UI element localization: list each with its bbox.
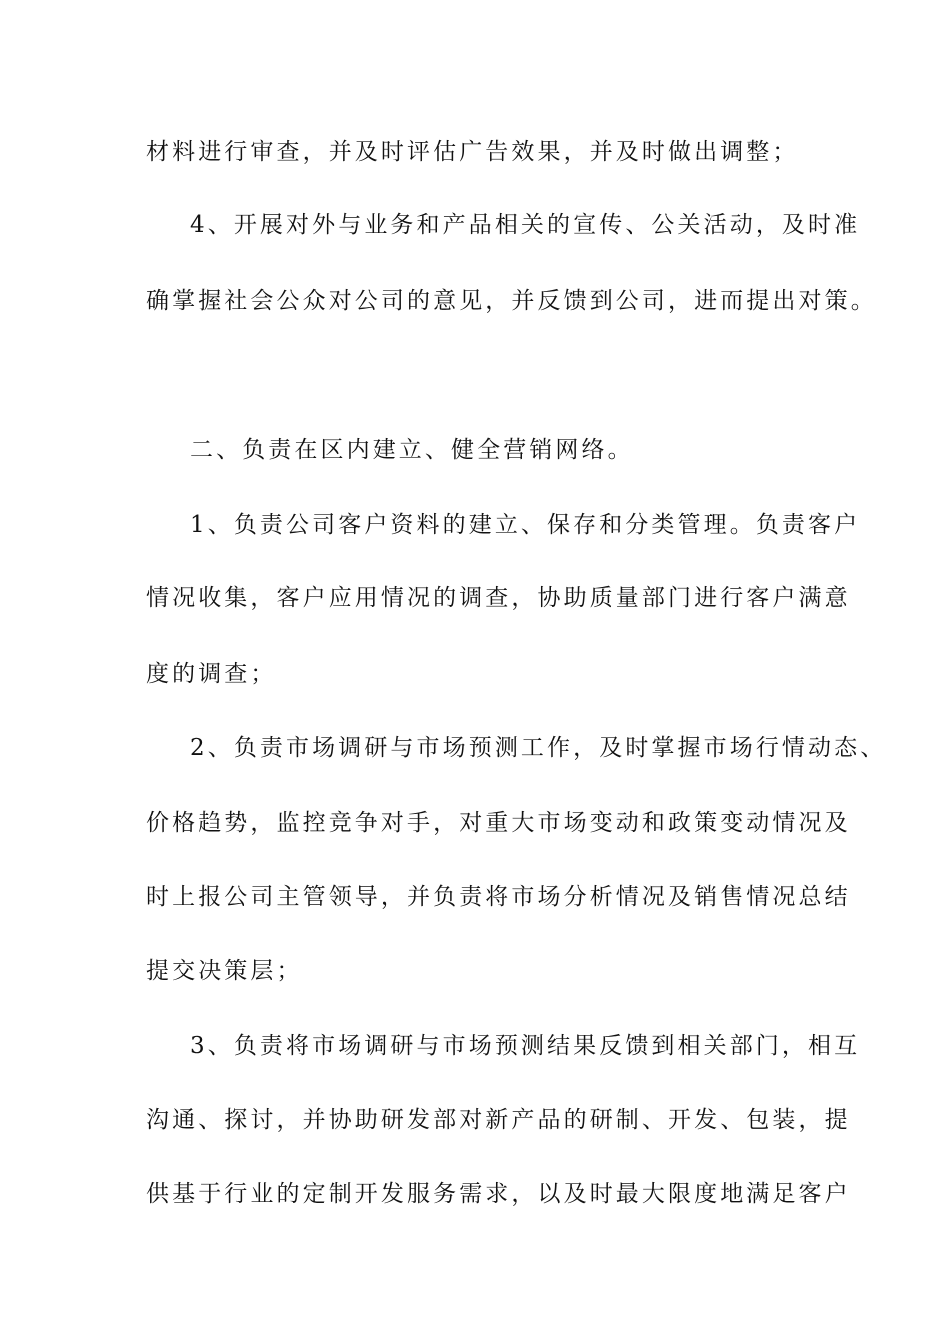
text-line-14: 供基于行业的定制开发服务需求，以及时最大限度地满足客户 xyxy=(146,1181,851,1207)
text-line-13: 沟通、探讨，并协助研发部对新产品的研制、开发、包装，提 xyxy=(146,1107,851,1133)
text-line-1: 材料进行审查，并及时评估广告效果，并及时做出调整； xyxy=(146,139,799,165)
text-line-11: 提交决策层； xyxy=(146,958,303,984)
section-heading: 二、负责在区内建立、健全营销网络。 xyxy=(190,437,634,463)
text-line-2: 4、开展对外与业务和产品相关的宣传、公关活动，及时准 xyxy=(190,212,861,238)
text-line-7: 度的调查； xyxy=(146,661,277,687)
text-line-12: 3、负责将市场调研与市场预测结果反馈到相关部门，相互 xyxy=(190,1033,861,1059)
text-line-9: 价格趋势，监控竞争对手，对重大市场变动和政策变动情况及 xyxy=(146,810,851,836)
text-line-8: 2、负责市场调研与市场预测工作，及时掌握市场行情动态、 xyxy=(190,735,887,761)
text-line-3: 确掌握社会公众对公司的意见，并反馈到公司，进而提出对策。 xyxy=(146,288,877,314)
text-line-5: 1、负责公司客户资料的建立、保存和分类管理。负责客户 xyxy=(190,512,861,538)
text-line-10: 时上报公司主管领导，并负责将市场分析情况及销售情况总结 xyxy=(146,884,851,910)
text-line-6: 情况收集，客户应用情况的调查，协助质量部门进行客户满意 xyxy=(146,585,851,611)
